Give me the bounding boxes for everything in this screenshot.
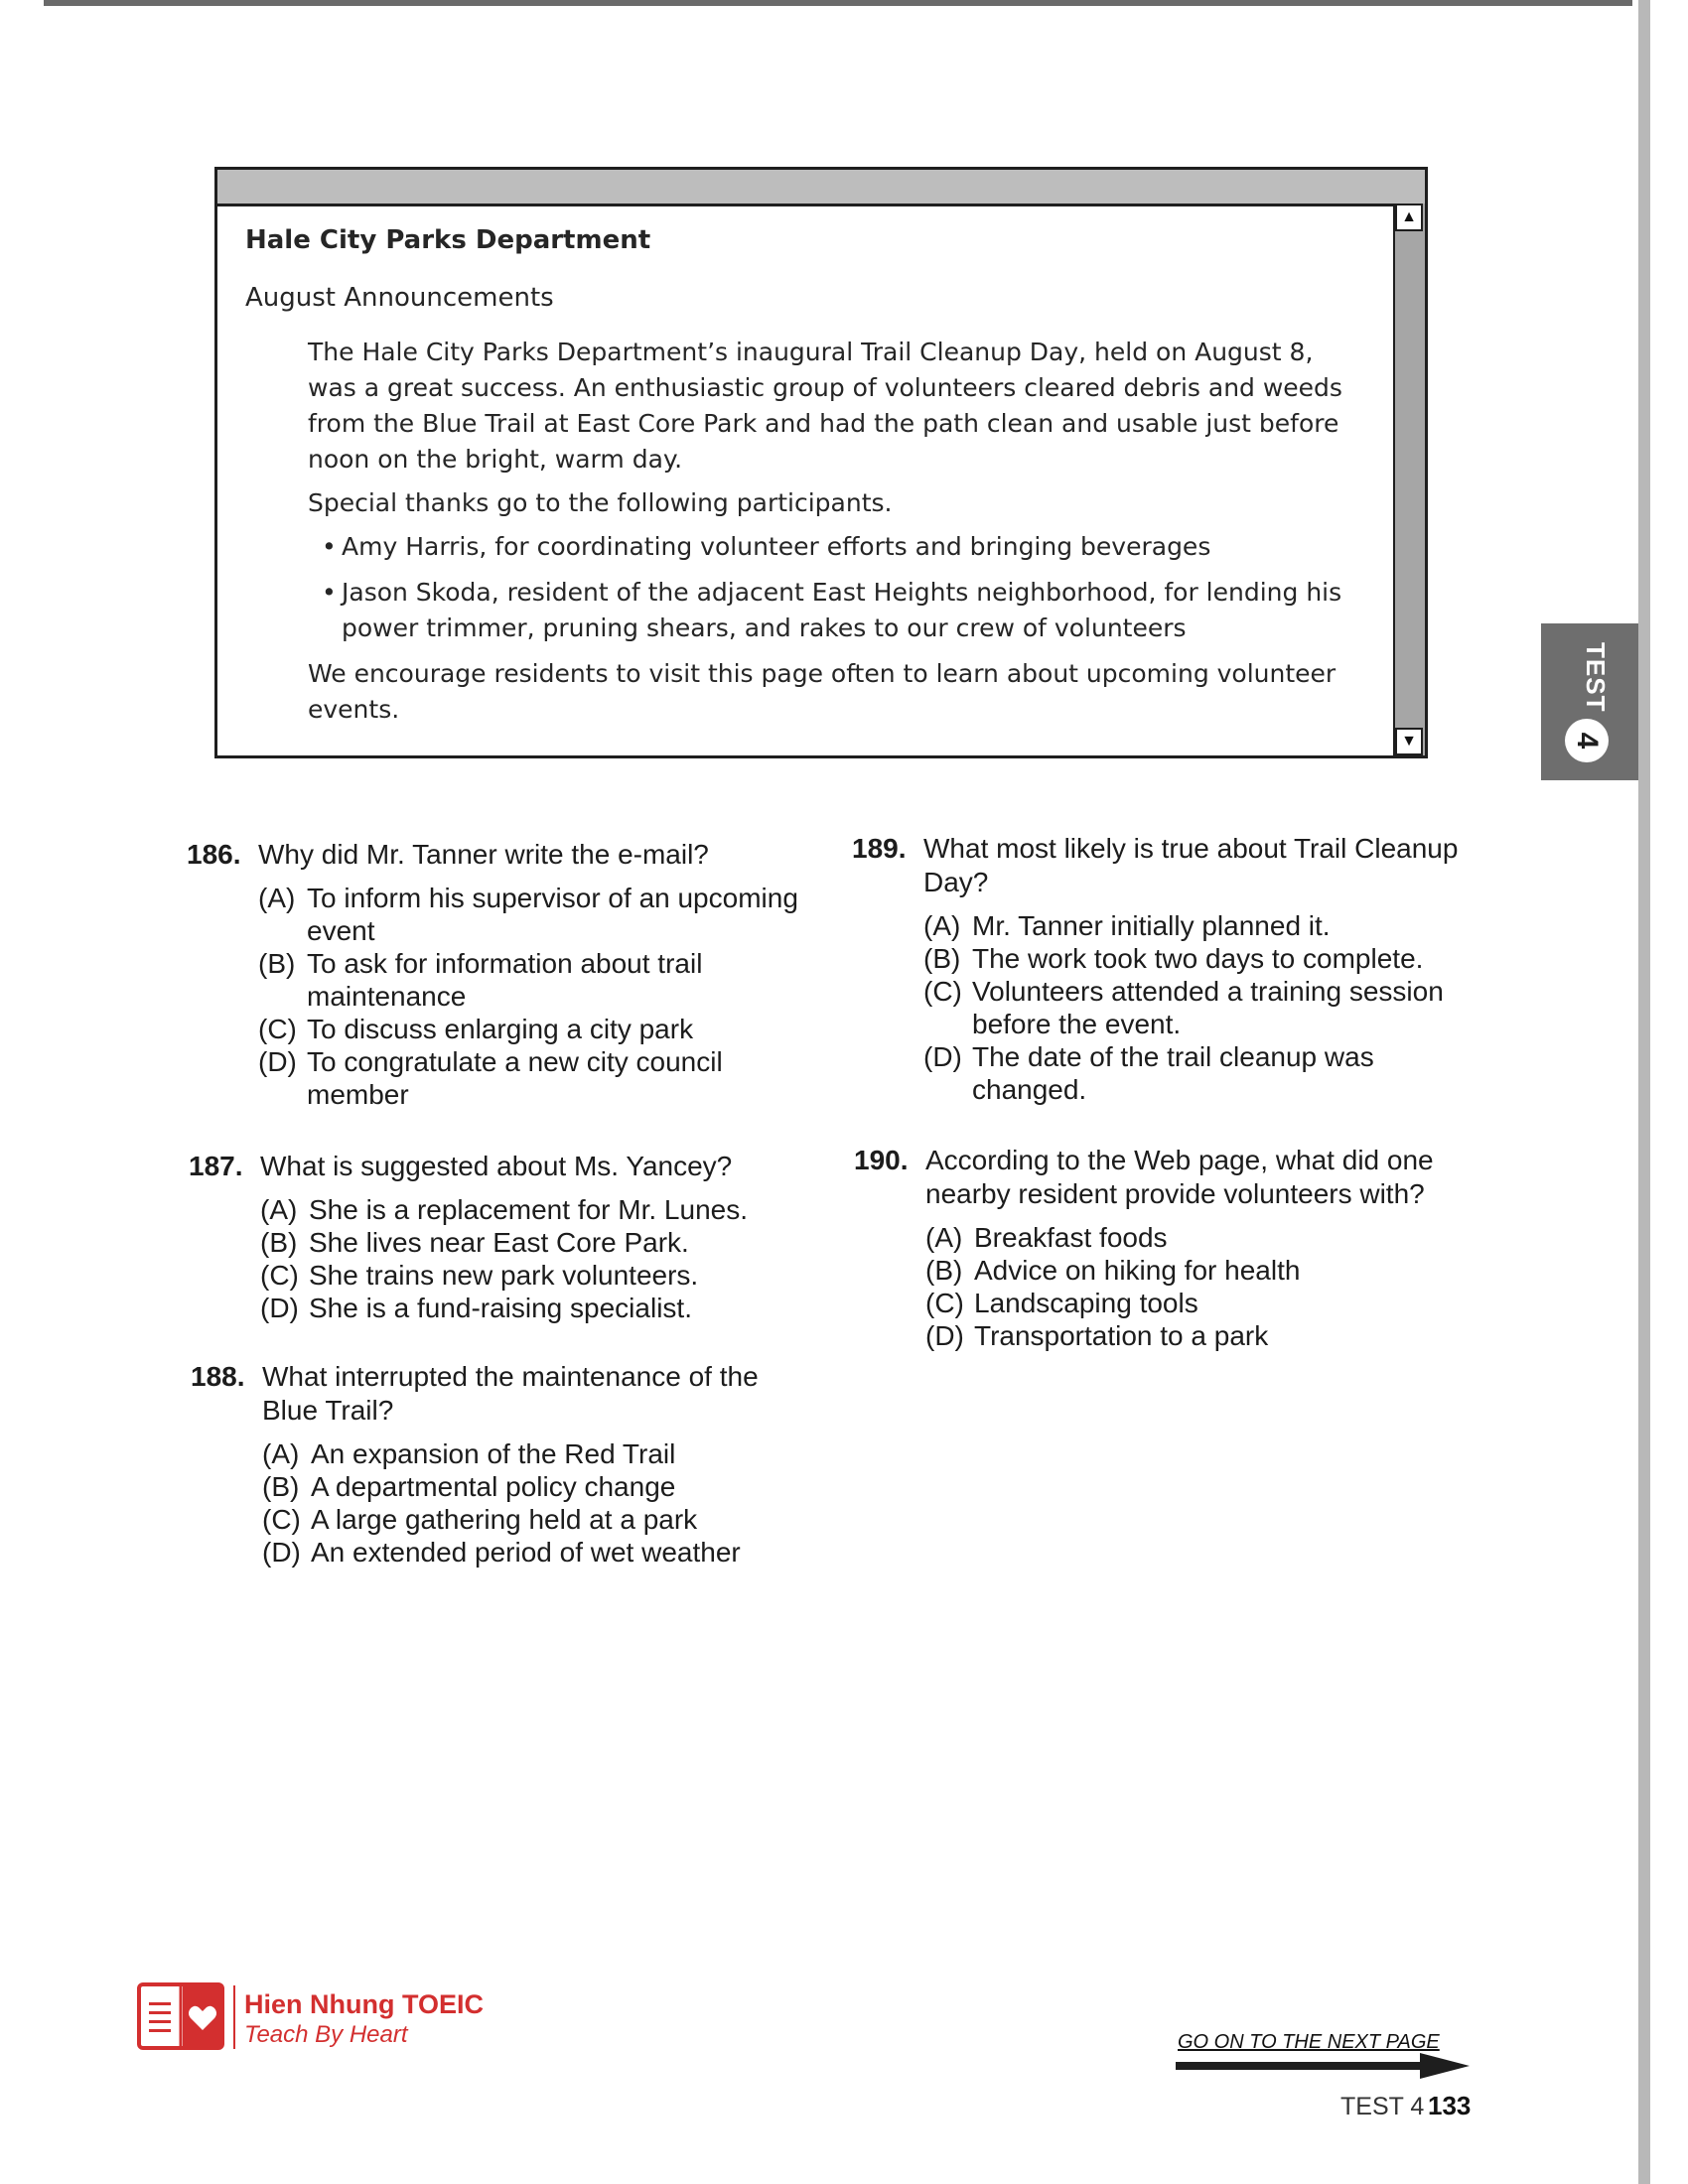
answer-option[interactable] [925,1221,1489,1254]
answer-option[interactable] [923,975,1487,1040]
answer-option[interactable] [262,1503,806,1536]
option-letter: (B) [262,1471,300,1502]
department-heading: Hale City Parks Department [245,225,651,255]
next-page-link[interactable]: GO ON TO THE NEXT PAGE [1178,2031,1440,2053]
answer-option[interactable] [258,947,802,1013]
answer-option[interactable] [262,1470,806,1503]
answer-option[interactable] [260,1259,804,1292]
thanks-paragraph: Special thanks go to the following participants. [308,488,893,517]
closing-paragraph: We encourage residents to visit this page often to learn about upcoming volunteer events. [308,659,1336,724]
option-text: To inform his supervisor of an upcoming event [307,883,798,946]
top-rule [44,0,1632,6]
option-letter: (C) [262,1504,301,1535]
question-stem: What most likely is true about Trail Cleanup Day? [923,833,1459,897]
announcement-article [308,335,1367,728]
option-text: Transportation to a park [974,1320,1269,1351]
option-letter: (D) [258,1046,297,1077]
question-number: 190. [854,1145,909,1175]
scrollbar[interactable] [1393,204,1425,755]
option-text: To discuss enlarging a city park [307,1014,694,1044]
option-text: She is a replacement for Mr. Lunes. [309,1194,748,1225]
side-tab-label: TEST [1581,641,1611,713]
option-letter: (A) [260,1194,298,1225]
participants-list [308,529,1367,646]
option-letter: (D) [260,1293,299,1323]
brand-tagline: Teach By Heart [244,2021,408,2048]
answer-options [260,1193,804,1324]
option-letter: (B) [258,948,296,979]
option-letter: (D) [923,1041,962,1072]
bullet-icon: • [322,532,337,561]
web-page-panel [214,167,1428,758]
option-text: Advice on hiking for health [974,1255,1301,1286]
question-number: 188. [191,1361,245,1392]
answer-option[interactable] [262,1536,806,1569]
option-text: Breakfast foods [974,1222,1168,1253]
question-187 [189,1150,804,1324]
answer-option[interactable] [258,1013,802,1045]
option-text: She lives near East Core Park. [309,1227,689,1258]
option-letter: (D) [925,1320,964,1351]
option-text: To ask for information about trail maintenance [307,948,703,1012]
option-text: An expansion of the Red Trail [311,1438,676,1469]
question-188 [191,1360,806,1569]
bullet-icon: • [322,578,337,607]
answer-options [925,1221,1489,1352]
option-text: The date of the trail cleanup was changed. [972,1041,1374,1105]
question-190 [854,1144,1489,1352]
question-stem: Why did Mr. Tanner write the e-mail? [258,839,709,870]
option-text: To congratulate a new city council member [307,1046,723,1110]
answer-option[interactable] [260,1193,804,1226]
answer-option[interactable] [258,1045,802,1111]
answer-options [258,882,802,1111]
question-189 [852,832,1487,1106]
answer-option[interactable] [923,942,1487,975]
answer-options [262,1437,806,1569]
answer-option[interactable] [925,1254,1489,1287]
scroll-up-button[interactable]: ▲ [1395,204,1423,231]
web-page-content [245,225,1367,736]
option-text: An extended period of wet weather [311,1537,741,1568]
question-number: 189. [852,833,907,864]
question-stem: What is suggested about Ms. Yancey? [260,1151,733,1181]
participant-text: Amy Harris, for coordinating volunteer efforts and bringing beverages [342,532,1211,561]
question-186 [187,838,802,1111]
side-tab-number: 4 [1565,719,1609,762]
list-item [322,529,1367,565]
brand-name: Hien Nhung TOEIC [244,1989,484,2019]
answer-option[interactable] [925,1287,1489,1319]
option-letter: (C) [925,1288,964,1318]
option-text: She trains new park volunteers. [309,1260,699,1291]
announcements-subheading: August Announcements [245,283,554,313]
announcement-paragraph: The Hale City Parks Department’s inaugural Trail Cleanup Day, held on August 8, was a great success. An enthusiastic group of volunteers cleared debris and weeds from the Blue Trail at East Core Park and had the path clean and usable just before noon on the bright, warm day. [308,338,1342,474]
question-stem: According to the Web page, what did one nearby resident provide volunteers with? [925,1145,1434,1209]
option-letter: (A) [925,1222,963,1253]
panel-titlebar [217,170,1425,206]
logo-divider [233,1985,235,2049]
option-letter: (B) [925,1255,963,1286]
answer-option[interactable] [923,1040,1487,1106]
list-item [322,575,1367,646]
option-text: A departmental policy change [311,1471,676,1502]
answer-option[interactable] [923,909,1487,942]
footer-test-label: TEST 4 [1340,2093,1425,2120]
answer-option[interactable] [260,1226,804,1259]
answer-option[interactable] [260,1292,804,1324]
option-text: Mr. Tanner initially planned it. [972,910,1331,941]
option-text: A large gathering held at a park [311,1504,698,1535]
page-edge-shadow [1638,0,1650,2184]
answer-option[interactable] [925,1319,1489,1352]
test-side-tab [1541,623,1638,780]
option-letter: (B) [260,1227,298,1258]
answer-option[interactable] [258,882,802,947]
option-letter: (A) [923,910,961,941]
option-text: Landscaping tools [974,1288,1198,1318]
option-text: Volunteers attended a training session before the event. [972,976,1444,1039]
participant-text: Jason Skoda, resident of the adjacent East Heights neighborhood, for lending his power trimmer, pruning shears, and rakes to our crew of volunteers [342,578,1342,642]
option-letter: (B) [923,943,961,974]
scroll-down-button[interactable]: ▼ [1395,728,1423,755]
option-letter: (C) [258,1014,297,1044]
question-number: 186. [187,839,241,870]
option-text: She is a fund-raising specialist. [309,1293,692,1323]
option-letter: (A) [258,883,296,913]
option-letter: (C) [260,1260,299,1291]
answer-options [923,909,1487,1106]
book-heart-icon [137,1980,226,2052]
option-letter: (A) [262,1438,300,1469]
option-text: The work took two days to complete. [972,943,1424,974]
page-number: 133 [1428,2091,1472,2120]
question-stem: What interrupted the maintenance of the Blue Trail? [262,1361,759,1426]
option-letter: (D) [262,1537,301,1568]
answer-option[interactable] [262,1437,806,1470]
option-letter: (C) [923,976,962,1007]
question-number: 187. [189,1151,243,1181]
arrow-right-icon [1176,2051,1474,2081]
